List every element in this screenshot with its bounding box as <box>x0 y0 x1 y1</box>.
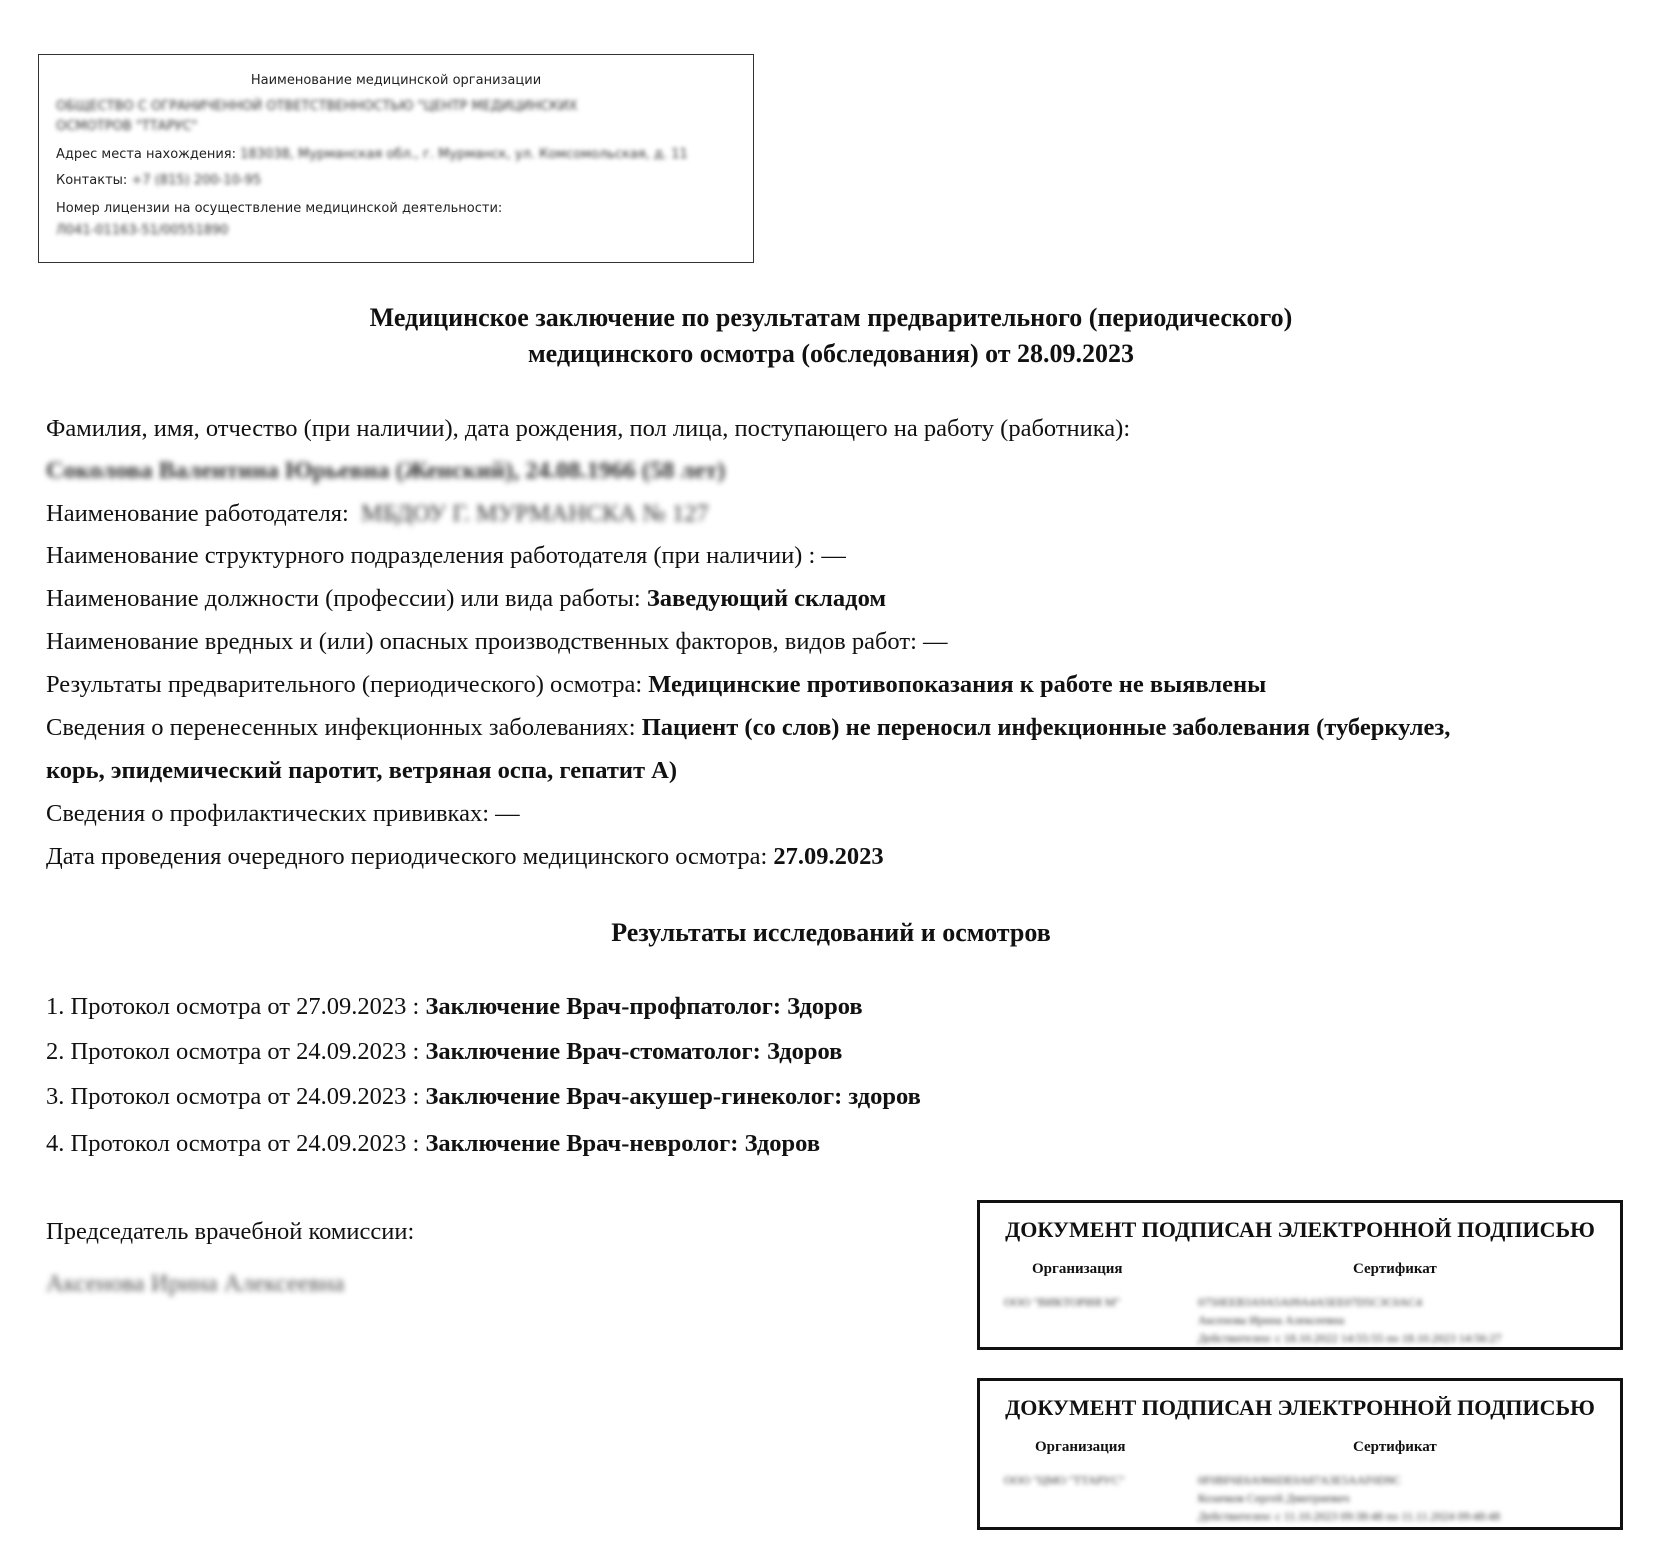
commission-chair-name: Аксенова Ирина Алексеевна <box>46 1270 345 1297</box>
protocol-prefix: 2. Протокол осмотра от 24.09.2023 : <box>46 1038 420 1065</box>
employer-label: Наименование работодателя: <box>46 500 349 527</box>
protocol-item <box>46 1082 921 1112</box>
protocol-prefix: 3. Протокол осмотра от 24.09.2023 : <box>46 1083 420 1110</box>
fio-label: Фамилия, имя, отчество (при наличии), дата рождения, пол лица, поступающего на работу (работника): <box>46 415 1131 442</box>
position-value: Заведующий складом <box>646 585 887 612</box>
hazards-label: Наименование вредных и (или) опасных производственных факторов, видов работ: <box>46 628 917 655</box>
address-row <box>56 147 688 162</box>
vaccinations-value: — <box>495 800 520 827</box>
employer-row <box>46 499 1636 529</box>
employer-value: МБДОУ Г. МУРМАНСКА № 127 <box>360 500 709 527</box>
hazards-row <box>46 627 1636 657</box>
signature-cert-line3: Действителен: с 11.10.2023 09:38:48 по 11.11.2024 09:48:48 <box>1198 1509 1501 1523</box>
protocol-item <box>46 1037 842 1067</box>
vaccinations-label: Сведения о профилактических прививках: <box>46 800 489 827</box>
protocol-conclusion: Заключение Врач-акушер-гинеколог: здоров <box>425 1083 921 1110</box>
protocol-conclusion: Заключение Врач-невролог: Здоров <box>425 1130 821 1157</box>
subdivision-label: Наименование структурного подразделения работодателя (при наличии) : <box>46 542 816 569</box>
results-row <box>46 670 1636 700</box>
protocol-item <box>46 992 863 1022</box>
signature-cert-line1: 0750EEB3A9A5A09A4A5EE07D5C3C0AC4 <box>1198 1295 1422 1309</box>
license-label: Номер лицензии на осуществление медицинской деятельности: <box>56 201 503 216</box>
position-label: Наименование должности (профессии) или вида работы: <box>46 585 641 612</box>
signature-cert-label: Сертификат <box>1353 1439 1437 1455</box>
address-value: 183038, Мурманская обл., г. Мурманск, ул. Комсомольская, д. 11 <box>240 147 688 162</box>
signature-org-value: ООО "ЦМО "ТТАРУС" <box>1004 1473 1125 1487</box>
vaccinations-row <box>46 799 1636 829</box>
signature-org-label: Организация <box>1035 1439 1126 1455</box>
contacts-value: +7 (815) 200-10-95 <box>131 173 262 188</box>
contacts-label: Контакты: <box>56 173 128 188</box>
results-label: Результаты предварительного (периодического) осмотра: <box>46 671 643 698</box>
signature-heading: ДОКУМЕНТ ПОДПИСАН ЭЛЕКТРОННОЙ ПОДПИСЬЮ <box>1005 1217 1595 1242</box>
commission-chair-label: Председатель врачебной комиссии: <box>46 1218 415 1245</box>
signature-cert-line2: Аксенова Ирина Алексеевна <box>1198 1313 1345 1327</box>
infections-label: Сведения о перенесенных инфекционных заболеваниях: <box>46 714 636 741</box>
signature-stamp <box>977 1378 1623 1530</box>
organization-box-title: Наименование медицинской организации <box>250 73 542 88</box>
protocol-prefix: 4. Протокол осмотра от 24.09.2023 : <box>46 1130 420 1157</box>
next-exam-row <box>46 842 1636 872</box>
signature-stamp <box>977 1200 1623 1350</box>
results-value: Медицинские противопоказания к работе не выявлены <box>648 671 1267 698</box>
document-title <box>0 300 1662 372</box>
organization-info-box <box>38 54 754 263</box>
organization-name-line1: ОБЩЕСТВО С ОГРАНИЧЕННОЙ ОТВЕТСТВЕННОСТЬЮ "ЦЕНТР МЕДИЦИНСКИХ <box>56 99 578 114</box>
position-row <box>46 584 1636 614</box>
signature-org-value: ООО "ВИКТОРИЯ М" <box>1004 1295 1121 1309</box>
license-value: Л041-01163-51/00551890 <box>56 223 229 238</box>
signature-cert-line1: 0F0BF6E6A966DE0A87A3E5AAF0D9C <box>1198 1473 1401 1487</box>
infections-value-line1: Пациент (со слов) не переносил инфекционные заболевания (туберкулез, <box>641 714 1451 741</box>
section-title: Результаты исследований и осмотров <box>611 918 1051 947</box>
protocol-prefix: 1. Протокол осмотра от 27.09.2023 : <box>46 993 420 1020</box>
next-exam-label: Дата проведения очередного периодического медицинского осмотра: <box>46 843 768 870</box>
protocol-conclusion: Заключение Врач-стоматолог: Здоров <box>425 1038 843 1065</box>
signature-cert-line3: Действителен: с 18.10.2022 14:55:55 по 18.10.2023 14:56:27 <box>1198 1331 1502 1345</box>
contacts-row <box>56 173 261 188</box>
protocol-item <box>46 1129 820 1159</box>
subdivision-value: — <box>821 542 846 569</box>
protocol-conclusion: Заключение Врач-профпатолог: Здоров <box>425 993 863 1020</box>
hazards-value: — <box>923 628 948 655</box>
next-exam-value: 27.09.2023 <box>773 843 884 870</box>
document-title-line2: медицинского осмотра (обследования) от 28.09.2023 <box>527 339 1135 368</box>
fio-value: Соколова Валентина Юрьевна (Женский), 24.08.1966 (58 лет) <box>46 457 726 484</box>
signature-cert-label: Сертификат <box>1353 1261 1437 1277</box>
signature-org-label: Организация <box>1032 1261 1123 1277</box>
subdivision-row <box>46 541 1636 571</box>
infections-row-continued <box>46 756 1636 786</box>
signature-heading: ДОКУМЕНТ ПОДПИСАН ЭЛЕКТРОННОЙ ПОДПИСЬЮ <box>1005 1395 1595 1420</box>
document-title-line1: Медицинское заключение по результатам предварительного (периодического) <box>369 303 1293 332</box>
organization-name-line2: ОСМОТРОВ "ТТАРУС" <box>56 119 198 134</box>
infections-value-line2: корь, эпидемический паротит, ветряная оспа, гепатит А) <box>46 757 677 784</box>
infections-row <box>46 713 1636 743</box>
address-label: Адрес места нахождения: <box>56 147 236 162</box>
signature-cert-line2: Козачков Сергей Дмитриевич <box>1198 1491 1350 1505</box>
